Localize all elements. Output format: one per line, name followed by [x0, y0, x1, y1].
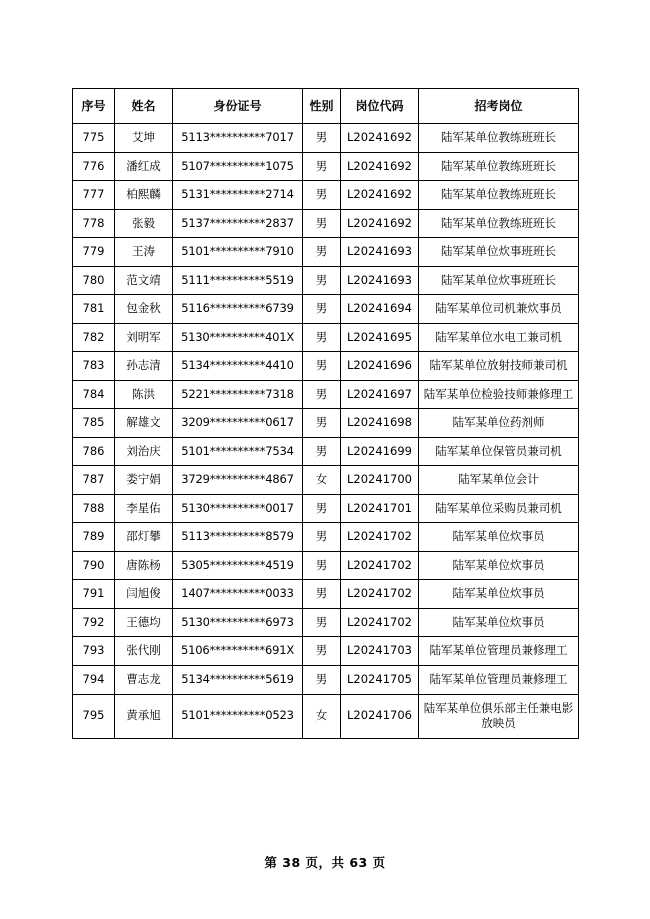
- cell-name: 艾坤: [115, 124, 173, 153]
- cell-post-title: 陆军某单位炊事班班长: [419, 238, 579, 267]
- cell-post-code: L20241702: [341, 580, 419, 609]
- table-body: [73, 124, 579, 738]
- cell-post-title: 陆军某单位炊事员: [419, 580, 579, 609]
- cell-post-code: L20241702: [341, 551, 419, 580]
- cell-id-number: 5221**********7318: [173, 380, 303, 409]
- cell-id-number: 5130**********401X: [173, 323, 303, 352]
- cell-id-number: 5134**********5619: [173, 665, 303, 694]
- cell-post-code: L20241703: [341, 637, 419, 666]
- cell-name: 包金秋: [115, 295, 173, 324]
- cell-name: 孙志清: [115, 352, 173, 381]
- cell-id-number: 5111**********5519: [173, 266, 303, 295]
- cell-post-code: L20241701: [341, 494, 419, 523]
- cell-post-code: L20241692: [341, 152, 419, 181]
- table-header: [73, 89, 579, 124]
- cell-name: 王涛: [115, 238, 173, 267]
- cell-post-title: 陆军某单位教练班班长: [419, 124, 579, 153]
- cell-id-number: 5113**********7017: [173, 124, 303, 153]
- cell-gender: 男: [303, 608, 341, 637]
- cell-id-number: 5130**********0017: [173, 494, 303, 523]
- cell-sequence: 789: [73, 523, 115, 552]
- cell-sequence: 777: [73, 181, 115, 210]
- cell-sequence: 788: [73, 494, 115, 523]
- cell-id-number: 5107**********1075: [173, 152, 303, 181]
- table-row: [73, 409, 579, 438]
- cell-sequence: 792: [73, 608, 115, 637]
- table-row: [73, 295, 579, 324]
- cell-post-title: 陆军某单位司机兼炊事员: [419, 295, 579, 324]
- cell-sequence: 783: [73, 352, 115, 381]
- cell-post-code: L20241699: [341, 437, 419, 466]
- cell-name: 刘治庆: [115, 437, 173, 466]
- table-row: [73, 352, 579, 381]
- cell-post-code: L20241692: [341, 181, 419, 210]
- cell-post-title: 陆军某单位检验技师兼修理工: [419, 380, 579, 409]
- cell-name: 柏熙麟: [115, 181, 173, 210]
- cell-post-title: 陆军某单位保管员兼司机: [419, 437, 579, 466]
- cell-name: 王德均: [115, 608, 173, 637]
- cell-sequence: 795: [73, 694, 115, 738]
- table-row: [73, 124, 579, 153]
- cell-gender: 男: [303, 523, 341, 552]
- column-header-name: 姓名: [115, 89, 173, 124]
- cell-sequence: 793: [73, 637, 115, 666]
- column-header-sequence: 序号: [73, 89, 115, 124]
- cell-name: 闫旭俊: [115, 580, 173, 609]
- column-header-post-title: 招考岗位: [419, 89, 579, 124]
- cell-gender: 男: [303, 124, 341, 153]
- cell-post-title: 陆军某单位教练班班长: [419, 209, 579, 238]
- cell-gender: 女: [303, 694, 341, 738]
- cell-sequence: 787: [73, 466, 115, 495]
- table-row: [73, 238, 579, 267]
- cell-name: 唐陈杨: [115, 551, 173, 580]
- cell-id-number: 5113**********8579: [173, 523, 303, 552]
- cell-post-code: L20241698: [341, 409, 419, 438]
- cell-post-code: L20241692: [341, 209, 419, 238]
- cell-post-code: L20241696: [341, 352, 419, 381]
- cell-name: 邵灯攀: [115, 523, 173, 552]
- cell-id-number: 5137**********2837: [173, 209, 303, 238]
- cell-post-code: L20241693: [341, 266, 419, 295]
- cell-gender: 男: [303, 409, 341, 438]
- cell-gender: 男: [303, 494, 341, 523]
- cell-post-code: L20241695: [341, 323, 419, 352]
- cell-post-code: L20241702: [341, 608, 419, 637]
- column-header-gender: 性别: [303, 89, 341, 124]
- cell-post-code: L20241700: [341, 466, 419, 495]
- cell-post-title: 陆军某单位药剂师: [419, 409, 579, 438]
- cell-gender: 男: [303, 266, 341, 295]
- cell-sequence: 784: [73, 380, 115, 409]
- table-row: [73, 380, 579, 409]
- table-header-row: [73, 89, 579, 124]
- cell-id-number: 5101**********7910: [173, 238, 303, 267]
- cell-post-code: L20241692: [341, 124, 419, 153]
- cell-post-code: L20241705: [341, 665, 419, 694]
- cell-post-code: L20241706: [341, 694, 419, 738]
- cell-post-title: 陆军某单位炊事员: [419, 608, 579, 637]
- cell-gender: 男: [303, 295, 341, 324]
- table-row: [73, 152, 579, 181]
- table-row: [73, 665, 579, 694]
- cell-sequence: 778: [73, 209, 115, 238]
- cell-id-number: 1407**********0033: [173, 580, 303, 609]
- cell-gender: 男: [303, 323, 341, 352]
- cell-sequence: 775: [73, 124, 115, 153]
- cell-post-title: 陆军某单位教练班班长: [419, 152, 579, 181]
- cell-name: 黄承旭: [115, 694, 173, 738]
- cell-post-title: 陆军某单位炊事员: [419, 551, 579, 580]
- candidate-roster-table: [72, 88, 579, 739]
- cell-post-title: 陆军某单位管理员兼修理工: [419, 665, 579, 694]
- cell-post-title: 陆军某单位炊事员: [419, 523, 579, 552]
- cell-sequence: 790: [73, 551, 115, 580]
- cell-gender: 男: [303, 551, 341, 580]
- cell-name: 范文靖: [115, 266, 173, 295]
- cell-id-number: 5134**********4410: [173, 352, 303, 381]
- table-row: [73, 437, 579, 466]
- table-row: [73, 181, 579, 210]
- cell-gender: 男: [303, 580, 341, 609]
- cell-id-number: 5305**********4519: [173, 551, 303, 580]
- cell-name: 陈洪: [115, 380, 173, 409]
- cell-gender: 男: [303, 238, 341, 267]
- cell-gender: 男: [303, 352, 341, 381]
- table-row: [73, 266, 579, 295]
- cell-id-number: 5116**********6739: [173, 295, 303, 324]
- cell-id-number: 5106**********691X: [173, 637, 303, 666]
- cell-sequence: 776: [73, 152, 115, 181]
- table-row: [73, 466, 579, 495]
- cell-id-number: 5130**********6973: [173, 608, 303, 637]
- cell-post-title: 陆军某单位采购员兼司机: [419, 494, 579, 523]
- cell-sequence: 785: [73, 409, 115, 438]
- cell-gender: 男: [303, 209, 341, 238]
- table-row: [73, 551, 579, 580]
- cell-sequence: 791: [73, 580, 115, 609]
- cell-sequence: 786: [73, 437, 115, 466]
- cell-id-number: 3209**********0617: [173, 409, 303, 438]
- cell-post-code: L20241697: [341, 380, 419, 409]
- table-row: [73, 694, 579, 738]
- cell-sequence: 779: [73, 238, 115, 267]
- cell-gender: 男: [303, 437, 341, 466]
- table-row: [73, 637, 579, 666]
- cell-sequence: 782: [73, 323, 115, 352]
- cell-gender: 男: [303, 665, 341, 694]
- page-footer: 第 38 页，共 63 页: [264, 855, 386, 870]
- cell-post-title: 陆军某单位管理员兼修理工: [419, 637, 579, 666]
- cell-name: 潘红成: [115, 152, 173, 181]
- cell-gender: 男: [303, 380, 341, 409]
- cell-name: 曹志龙: [115, 665, 173, 694]
- cell-post-code: L20241702: [341, 523, 419, 552]
- cell-post-title: 陆军某单位俱乐部主任兼电影放映员: [419, 694, 579, 738]
- cell-name: 张代刚: [115, 637, 173, 666]
- cell-name: 刘明军: [115, 323, 173, 352]
- cell-post-code: L20241694: [341, 295, 419, 324]
- cell-post-title: 陆军某单位会计: [419, 466, 579, 495]
- cell-sequence: 781: [73, 295, 115, 324]
- column-header-post-code: 岗位代码: [341, 89, 419, 124]
- table-row: [73, 494, 579, 523]
- table-row: [73, 580, 579, 609]
- table-row: [73, 209, 579, 238]
- cell-post-code: L20241693: [341, 238, 419, 267]
- cell-id-number: 5101**********0523: [173, 694, 303, 738]
- cell-sequence: 780: [73, 266, 115, 295]
- cell-post-title: 陆军某单位炊事班班长: [419, 266, 579, 295]
- cell-post-title: 陆军某单位水电工兼司机: [419, 323, 579, 352]
- cell-id-number: 5131**********2714: [173, 181, 303, 210]
- table-row: [73, 608, 579, 637]
- cell-name: 张毅: [115, 209, 173, 238]
- cell-post-title: 陆军某单位放射技师兼司机: [419, 352, 579, 381]
- cell-name: 解雄文: [115, 409, 173, 438]
- cell-gender: 女: [303, 466, 341, 495]
- cell-post-title: 陆军某单位教练班班长: [419, 181, 579, 210]
- cell-name: 娄宁娟: [115, 466, 173, 495]
- column-header-id-number: 身份证号: [173, 89, 303, 124]
- cell-sequence: 794: [73, 665, 115, 694]
- cell-gender: 男: [303, 637, 341, 666]
- cell-id-number: 3729**********4867: [173, 466, 303, 495]
- cell-gender: 男: [303, 152, 341, 181]
- cell-id-number: 5101**********7534: [173, 437, 303, 466]
- table-row: [73, 523, 579, 552]
- table-row: [73, 323, 579, 352]
- cell-name: 李星佑: [115, 494, 173, 523]
- cell-gender: 男: [303, 181, 341, 210]
